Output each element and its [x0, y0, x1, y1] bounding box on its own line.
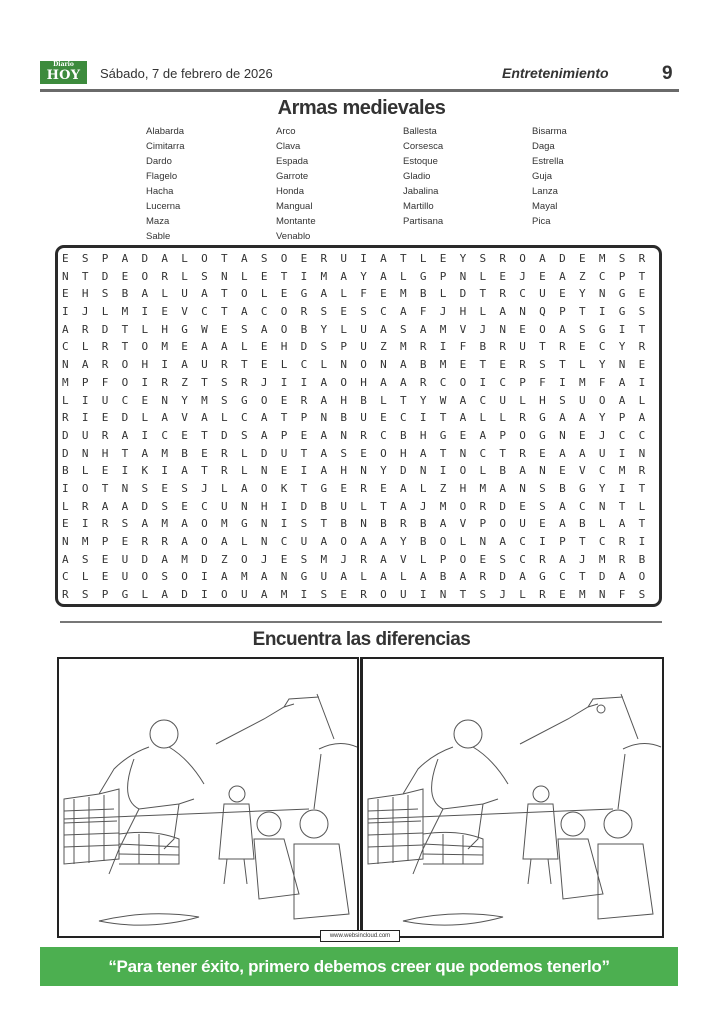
word-list-item: Garrote — [276, 171, 309, 182]
word-list-item: Alabarda — [146, 126, 185, 137]
word-list-item: Espada — [276, 156, 309, 167]
word-list-item: Venablo — [276, 231, 311, 242]
word-list-item: Daga — [532, 141, 555, 152]
grid-row: RIEDLAVALCATPNBUECITALLRGAAYPA — [62, 411, 658, 425]
word-list-item: Honda — [276, 186, 304, 197]
differences-image-left — [57, 657, 359, 938]
word-list-column — [146, 124, 185, 244]
image-watermark: www.websincloud.com — [320, 930, 400, 942]
word-list-item: Maza — [146, 216, 170, 227]
word-list-item: Bisarma — [532, 126, 567, 137]
word-list-item: Corsesca — [403, 141, 444, 152]
word-list-item: Dardo — [146, 156, 172, 167]
grid-row: MPFOIRZTSRJIIAOHAARCOICPFIMFAI — [62, 375, 658, 389]
issue-date: Sábado, 7 de febrero de 2026 — [100, 66, 273, 81]
word-list-item: Lanza — [532, 186, 558, 197]
page-header — [40, 61, 679, 87]
word-list-item: Montante — [276, 216, 316, 227]
grid-row: NTDEORLSNLETIMAYALGPNLEJEAZCPT — [62, 269, 658, 283]
logo-small-text: Diario — [53, 61, 74, 68]
grid-row: ASEUDAMDZOJESMJRAVLPOESCRAJMRB — [62, 552, 658, 566]
grid-row: ESPADALOTASOERUIATLEYSROADEMSR — [62, 252, 658, 265]
grid-row: IOTNSESJLAOKTGEREALZHMANSBGYIT — [62, 481, 658, 495]
grid-row: ARDTLHGWESAOBYLUASAMVJNEOASGIT — [62, 322, 658, 336]
diario-hoy-logo — [40, 61, 87, 84]
grid-row: CLRTOMEAALEHDSPUZMRIFBRUTRECYR — [62, 340, 658, 354]
cartoon-illustration-left — [59, 659, 357, 936]
word-list-item: Cimitarra — [146, 141, 185, 152]
word-list-item: Pica — [532, 216, 551, 227]
word-list-item: Mangual — [276, 201, 313, 212]
word-list-item: Ballesta — [403, 126, 437, 137]
word-list-item: Arco — [276, 126, 296, 137]
section-divider — [60, 621, 662, 623]
quote-banner: “Para tener éxito, primero debemos creer que podemos tenerlo” — [40, 947, 678, 986]
wordsearch-grid — [55, 245, 662, 607]
word-list-item: Guja — [532, 171, 553, 182]
word-list-column — [276, 124, 316, 244]
wordsearch-title: Armas medievales — [277, 97, 446, 119]
grid-row: IJLMIEVCTACORSESCAFJHLANQPTIGS — [62, 305, 658, 319]
word-list-item: Hacha — [146, 186, 174, 197]
word-list-item: Estoque — [403, 156, 438, 167]
grid-row: NAROHIAURTELCLNONABMETERSTLYNE — [62, 358, 658, 372]
word-list — [146, 124, 616, 242]
grid-row: CLEUOSOIAMANGUALALABARDAGCTDAO — [62, 570, 658, 584]
word-list-item: Gladio — [403, 171, 431, 182]
grid-row: DNHTAMBERLDUTASEOHATNCTREAAUIN — [62, 446, 658, 460]
word-list-item: Sable — [146, 231, 171, 242]
word-list-item: Martillo — [403, 201, 434, 212]
word-list-column — [403, 124, 443, 229]
grid-row: EIRSAMAOMGNISTBNBRBAVPOUEABLAT — [62, 517, 658, 531]
grid-row: LRAADSECUNHIDBULTAJMORDESACNTL — [62, 499, 658, 513]
word-list-item: Flagelo — [146, 171, 178, 182]
grid-row: EHSBALUATOLEGALFEMBLDTRCUEYNGE — [62, 287, 658, 301]
word-list-item: Mayal — [532, 201, 558, 212]
word-list-item: Partisana — [403, 216, 444, 227]
grid-letters — [62, 250, 658, 604]
word-list-column — [532, 124, 567, 229]
header-divider — [40, 89, 679, 92]
page-number: 9 — [662, 63, 673, 84]
section-name: Entretenimiento — [502, 65, 609, 81]
word-list-item: Estrella — [532, 156, 564, 167]
differences-title: Encuentra las diferencias — [252, 629, 471, 650]
grid-row: LIUCENYMSGOERAHBLTYWACULHSUOAL — [62, 393, 658, 407]
grid-row: DURAICETDSAPEANRCBHGEAPOGNEJCC — [62, 428, 658, 442]
grid-row: RSPGLADIOUAMISEROUINTSJLREMNFS — [62, 588, 658, 602]
grid-row: NMPERRAOALNCUAOAAYBOLNACIPTCRI — [62, 535, 658, 548]
word-list-item: Lucerna — [146, 201, 181, 212]
differences-image-right — [360, 657, 664, 938]
grid-row: BLEIKIATRLNEIAHNYDNIOLBANEVCMR — [62, 464, 658, 478]
word-list-item: Jabalina — [403, 186, 439, 197]
word-list-item: Clava — [276, 141, 301, 152]
differences-puzzle — [57, 657, 664, 940]
cartoon-illustration-right — [363, 659, 662, 936]
logo-big-text: HOY — [46, 68, 81, 83]
